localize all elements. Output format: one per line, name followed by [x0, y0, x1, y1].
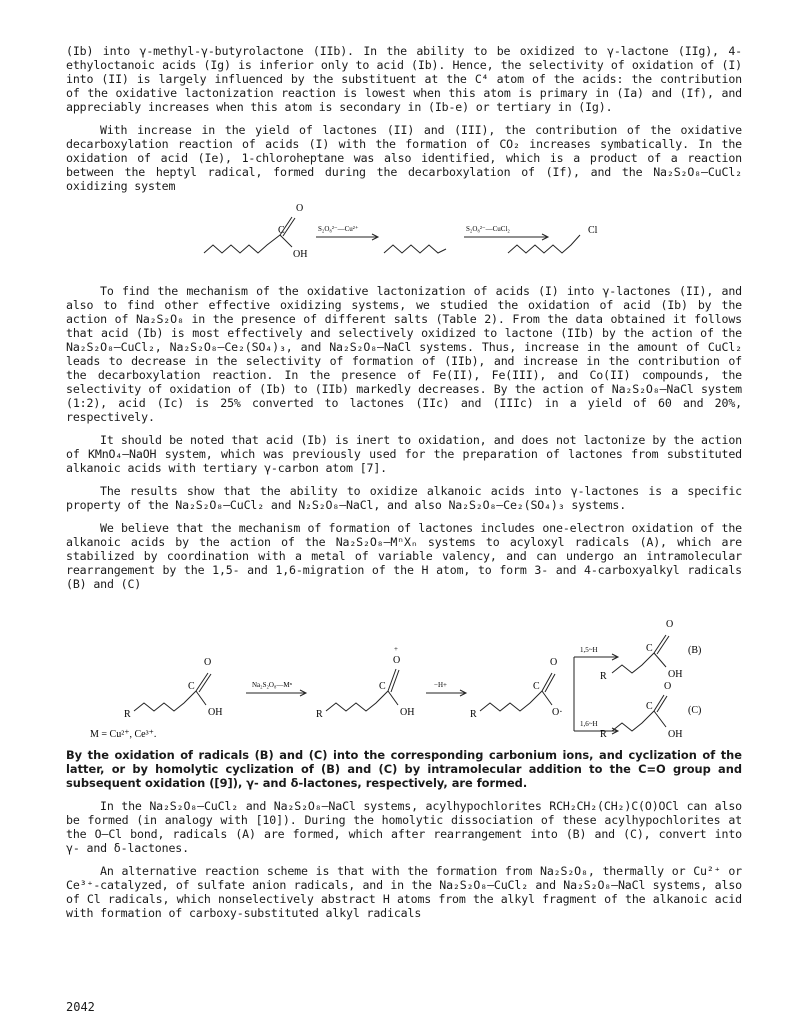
radical-b-hydroxyl: OH — [668, 669, 683, 680]
radical-a-chain — [480, 691, 542, 711]
radical-b-chain — [612, 653, 654, 673]
cation-plus: + — [394, 645, 398, 653]
radical-c-carbon: C — [646, 701, 653, 712]
radical-c-oxygen: O — [664, 681, 672, 692]
oxygen-label: O — [296, 203, 304, 214]
intermediate-r-label: R — [316, 709, 323, 720]
radical-c-r-label: R — [600, 729, 607, 739]
acid-hydroxyl: OH — [208, 707, 223, 718]
paragraph-kmno4: It should be noted that acid (Ib) is inert to oxidation, and does not lactonize by the action of KMnO₄–NaOH system, which was previously used for the preparation of lactones from substituted alkanoic acids with tertiary γ-carbon atom [7]. — [66, 433, 742, 475]
paragraph-acylhypochlorites: In the Na₂S₂O₈–CuCl₂ and Na₂S₂O₈–NaCl systems, acylhypochlorites RCH₂CH₂(CH₂)C(O)OCl can also be formed (in analogy with [10]). During the homolytic dissociation of these acylhypochlorites at the O–Cl bond, radicals (A) are formed, which after rearrangement into (B) and (C), convert into γ- and δ-lactones. — [66, 799, 742, 855]
carbon-label: C — [278, 225, 285, 236]
chloroheptane-chain — [508, 235, 580, 253]
heptyl-radical-chain — [384, 245, 446, 253]
paper-page — [66, 44, 742, 920]
paragraph-decarboxylation: With increase in the yield of lactones (II) and (III), the contribution of the oxidative decarboxylation reaction of acids (I) with the formation of CO₂ increases symbatically. In the oxidation of acid (Ie), 1-chloroheptane was also identified, which is a product of a reaction between the heptyl radical, formed during the decarboxylation of (If), and the Na₂S₂O₈–CuCl₂ oxidizing system — [66, 123, 742, 193]
intermediate-carbon: C — [379, 681, 386, 692]
reaction-scheme-2 — [66, 595, 742, 739]
acid-chain — [204, 235, 280, 253]
shift-1-5-label: 1,5~H — [580, 646, 598, 654]
page-number: 2042 — [66, 1000, 95, 1014]
radical-a-r-label: R — [470, 709, 477, 720]
intermediate-hydroxyl: OH — [400, 707, 415, 718]
scheme-2-drawing — [66, 595, 742, 739]
radical-b-r-label: R — [600, 671, 607, 682]
paragraph-hypothesis: We believe that the mechanism of formation of lactones includes one-electron oxidation of the alkanoic acids by the action of the Na₂S₂O₈–MⁿXₙ systems to acyloxyl radicals (A), which are stabilized by coordination with a metal of variable valency, and can undergo an intramolecular rearrangement by the 1,5- and 1,6-migration of the H atom, to form 3- and 4-carboxyalkyl radicals (B) and (C) — [66, 521, 742, 591]
radical-b-tag: (B) — [688, 645, 702, 656]
intermediate-oxygen: O — [393, 655, 401, 666]
radical-b-oxygen: O — [666, 619, 674, 630]
reagent-1-label: S₂O₈²⁻—Cu²⁺ — [318, 225, 359, 233]
shift-1-6-label: 1,6~H — [580, 720, 598, 728]
hydroxyl-label: OH — [293, 249, 308, 260]
radical-c-tag: (C) — [688, 705, 702, 716]
paragraph-mechanism: To find the mechanism of the oxidative lactonization of acids (I) into γ-lactones (II), and also to find other effective oxidizing systems, we studied the oxidation of acid (Ib) by the action of Na₂S₂O₈ in the presence of different salts (Table 2). From the data obtained it follows that acid (Ib) is most effectively and selectively oxidized to lactone (IIb) by the action of the Na₂S₂O₈–CuCl₂, Na₂S₂O₈–Ce₂(SO₄)₃, and Na₂S₂O₈–NaCl systems. Thus, increase in the amount of CuCl₂ leads to decrease in the selectivity of formation of (IIb), and increase in the contribution of the decarboxylation reaction. In the presence of Fe(II), Fe(III), and Co(II) compounds, the selectivity of oxidation of (Ib) to (IIb) markedly decreases. By the action of Na₂S₂O₈–NaCl system (1:2), acid (Ic) is 25% converted to lactones (IIc) and (IIIc) in a yield of 60 and 20%, respectively. — [66, 284, 742, 424]
paragraph-cyclization: By the oxidation of radicals (B) and (C) into the corresponding carbonium ions, and cyclization of the latter, or by homolytic cyclization of (B) and (C) by intramolecular addition to the C=O group and subsequent oxidation ([9]), γ- and δ-lactones, respectively, are formed. — [66, 748, 742, 790]
chlorine-label: Cl — [588, 225, 598, 236]
radical-c-chain — [612, 711, 654, 731]
reagent-2-label: −H+ — [434, 681, 447, 689]
reagent-2-label: S₂O₈²⁻—CuCl₂ — [466, 225, 510, 233]
paragraph-continuation: (Ib) into γ-methyl-γ-butyrolactone (IIb). In the ability to be oxidized to γ-lactone (IIg), 4-ethyloctanoic acids (Ig) is inferior only to acid (Ib). Hence, the selectivity of oxidation of (I) into (II) is largely influenced by the substituent at the C⁴ atom of the acids: the contribution of the oxidative lactonization reaction is lowest when this atom is primary in (Ia) and (If), and appreciably increases when this atom is secondary in (Ib-e) or tertiary in (Ig). — [66, 44, 742, 114]
metal-definition: M = Cu²⁺, Ce³⁺. — [90, 729, 157, 739]
radical-c-hydroxyl: OH — [668, 729, 683, 739]
reaction-scheme-1 — [66, 199, 742, 275]
scheme-1-drawing — [66, 199, 742, 275]
acid-chain — [134, 691, 196, 711]
radical-a-oxy-radical: O· — [552, 707, 563, 718]
paragraph-results: The results show that the ability to oxidize alkanoic acids into γ-lactones is a specific property of the Na₂S₂O₈–CuCl₂ and N₂S₂O₈–NaCl, and also Na₂S₂O₈–Ce₂(SO₄)₃ systems. — [66, 484, 742, 512]
radical-b-carbon: C — [646, 643, 653, 654]
hydroxyl-bond — [280, 235, 292, 247]
paragraph-alternative-scheme: An alternative reaction scheme is that with the formation from Na₂S₂O₈, thermally or Cu²⁺ or Ce³⁺-catalyzed, of sulfate anion radicals, and in the Na₂S₂O₈–CuCl₂ and Na₂S₂O₈–NaCl systems, also of Cl radicals, which nonselectively abstract H atoms from the alkyl fragment of the alkanoic acid with formation of carboxy-substituted alkyl radicals — [66, 864, 742, 920]
reagent-1-label: Na₂S₂O₈—Mⁿ — [252, 681, 292, 689]
radical-a-oxygen: O — [550, 657, 558, 668]
radical-a-carbon: C — [533, 681, 540, 692]
intermediate-chain — [326, 691, 388, 711]
acid-r-label: R — [124, 709, 131, 720]
acid-carbon: C — [188, 681, 195, 692]
acid-oxygen: O — [204, 657, 212, 668]
